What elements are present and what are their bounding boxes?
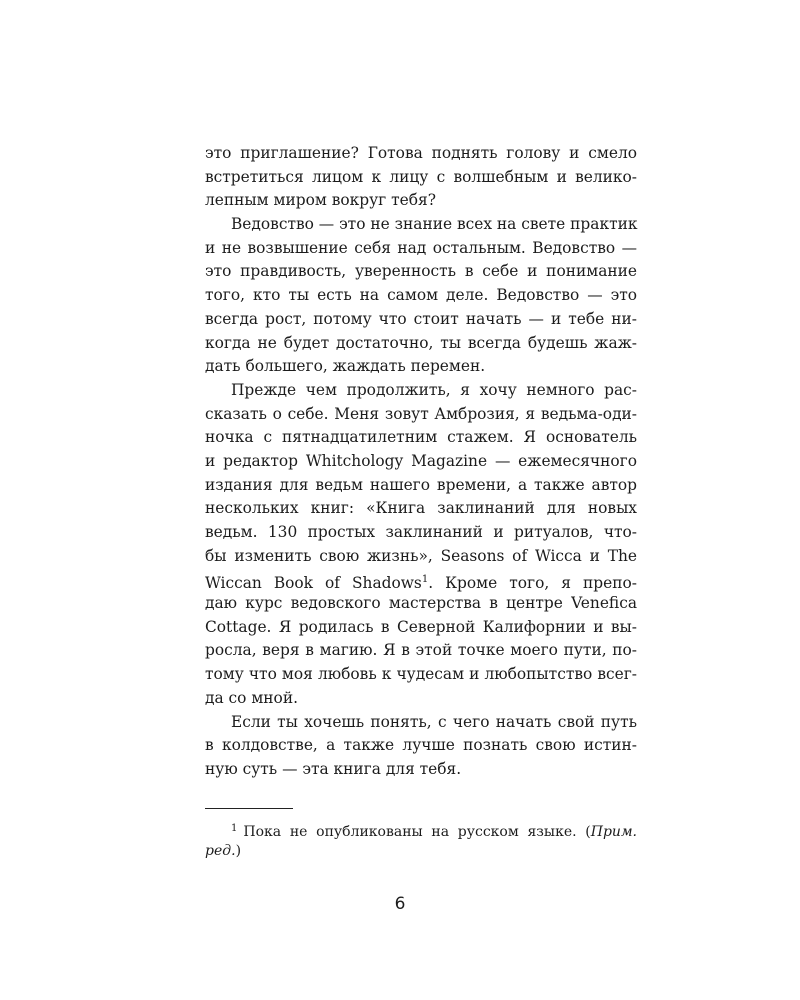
text-fragment: Wiccan Book of Shadows [205,574,422,593]
text-line: росла, веря в магию. Я в этой точке моего пути, по- [205,641,637,660]
text-line: ную суть — эта книга для тебя. [205,759,462,778]
text-line: и не возвышение себя над остальным. Ведовство — [205,238,637,257]
text-line [205,568,637,592]
text-line: лепным миром вокруг тебя? [205,191,436,210]
footnote-italic: ред. [205,843,236,859]
footnote-italic: Прим. [590,824,637,840]
text-line: тому что моя любовь к чудесам и любопытство всег- [205,665,637,684]
page-number: 6 [394,894,406,914]
text-line: даю курс ведовского мастерства в центре Venefica [205,594,637,613]
text-line: это приглашение? Готова поднять голову и смело [205,144,637,162]
text-line: нескольких книг: «Книга заклинаний для новых [205,499,637,518]
text-line: это правдивость, уверенность в себе и понимание [205,262,637,281]
footnote-line [205,818,637,840]
footnote-close: ) [235,843,242,859]
text-line: дать большего, жаждать перемен. [205,357,486,376]
footnote-line [205,840,637,862]
text-line: и редактор Whitchology Magazine — ежемесячного [205,451,637,470]
text-line: издания для ведьм нашего времени, а также автор [205,475,637,494]
text-line: да со мной. [205,688,298,707]
text-line: Ведовство — это не знание всех на свете практик [231,215,638,234]
text-line: Cottage. Я родилась в Северной Калифорнии и вы- [205,617,637,636]
text-line: ночка с пятнадцатилетним стажем. Я основатель [205,428,637,447]
main-text [205,142,637,782]
text-line: встретиться лицом к лицу с волшебным и велико- [205,167,637,186]
text-line: ведьм. 130 простых заклинаний и ритуалов, что- [205,523,637,541]
text-line: в колдовстве, а также лучше познать свою истин- [205,736,637,755]
footnote-reference: 1 [421,574,429,586]
text-line: всегда рост, потому что стоит начать — и тебе ни- [205,309,637,328]
footnote-mark: 1 [231,823,238,834]
text-line: Прежде чем продолжить, я хочу немного рас- [231,380,637,399]
footnote-text: Пока не опубликованы на русском языке. ( [243,824,591,840]
text-line: бы изменить свою жизнь», Seasons of Wicca и The [205,546,637,565]
footnote [205,818,637,862]
text-line: сказать о себе. Меня зовут Амброзия, я ведьма-оди- [205,404,637,423]
text-line: Если ты хочешь понять, с чего начать свой путь [231,712,637,731]
text-line: когда не будет достаточно, ты всегда будешь жаж- [205,333,637,352]
text-fragment: . Кроме того, я препо- [428,574,637,593]
text-line: того, кто ты есть на самом деле. Ведовство — это [205,286,637,305]
footnote-divider [205,808,293,809]
